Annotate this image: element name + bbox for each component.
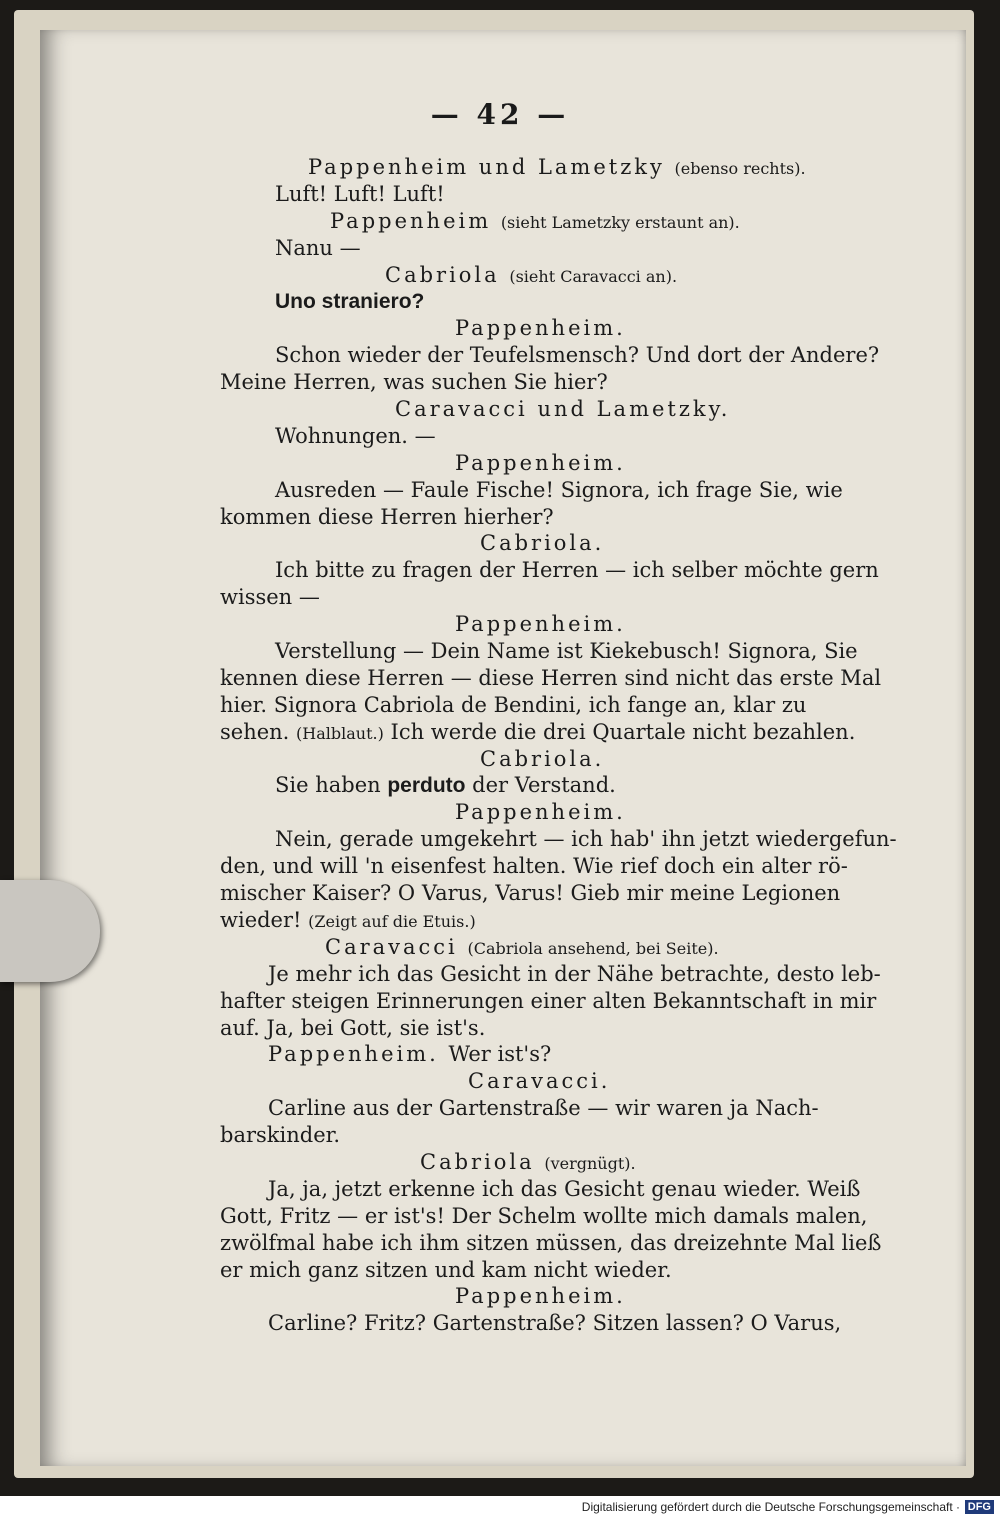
text-line <box>220 342 880 369</box>
speaker-line <box>220 746 860 773</box>
speaker-name: Pappenheim. <box>455 1284 626 1309</box>
text-line <box>220 1230 882 1257</box>
line-text: kommen diese Herren hierher? <box>220 504 554 529</box>
speaker-line <box>220 1068 860 1095</box>
page-number: — 42 — <box>430 98 570 131</box>
stage-direction: (sieht Lametzky erstaunt an). <box>500 212 740 232</box>
line-text: Luft! Luft! Luft! <box>275 181 445 206</box>
speaker-name: Caravacci und Lametzky. <box>395 397 731 422</box>
stage-direction: (Halblaut.) <box>296 723 384 743</box>
stage-direction: (vergnügt). <box>544 1153 636 1173</box>
text-line <box>220 557 879 584</box>
speaker-name: Cabriola <box>420 1149 545 1174</box>
speaker-line <box>220 154 860 181</box>
text-line <box>220 369 860 396</box>
line-text: Sie haben <box>275 773 388 798</box>
line-text: sehen. <box>220 719 297 744</box>
line-text: Verstellung — Dein Name ist Kiekebusch! Signora, Sie <box>275 639 858 664</box>
text-line <box>220 961 881 988</box>
text-line <box>220 1041 860 1068</box>
text-line <box>220 988 877 1015</box>
line-text: Carline? Fritz? Gartenstraße? Sitzen lassen? O Varus, <box>268 1311 842 1336</box>
line-text: wissen — <box>220 585 320 610</box>
line-text: mischer Kaiser? O Varus, Varus! Gieb mir meine Legionen <box>220 881 841 906</box>
speaker-name: Pappenheim. <box>455 612 626 637</box>
line-text: Wer ist's? <box>448 1042 552 1067</box>
speaker-line <box>220 396 860 423</box>
speaker-name: Caravacci <box>325 934 468 959</box>
line-text: den, und will 'n eisenfest halten. Wie rief doch ein alter rö- <box>220 854 848 879</box>
line-text: Ja, ja, jetzt erkenne ich das Gesicht genau wieder. Weiß <box>268 1176 861 1201</box>
line-text: Wohnungen. — <box>275 423 436 448</box>
speaker-line <box>220 315 860 342</box>
text-line <box>220 584 860 611</box>
text-line <box>220 1015 860 1042</box>
speaker-name: Caravacci. <box>468 1069 611 1094</box>
line-text: Ausreden — Faule Fische! Signora, ich frage Sie, wie <box>275 477 843 502</box>
text-line <box>220 1203 868 1230</box>
dfg-logo-icon: DFG <box>965 1500 994 1514</box>
text-line <box>220 288 860 315</box>
text-line <box>220 477 860 504</box>
viewer-page-tab[interactable] <box>0 880 100 982</box>
speaker-name: Cabriola <box>385 262 510 287</box>
speaker-name: Pappenheim. <box>455 800 626 825</box>
speaker-line <box>220 934 860 961</box>
text-line <box>220 772 860 799</box>
line-text: Carline aus der Gartenstraße — wir waren ja Nach- <box>268 1096 819 1121</box>
line-text: Ich bitte zu fragen der Herren — ich selber möchte gern <box>275 558 879 583</box>
text-line <box>220 719 860 746</box>
text-line <box>220 907 860 934</box>
line-text: Ich werde die drei Quartale nicht bezahlen. <box>383 719 856 744</box>
text-line <box>220 1095 860 1122</box>
speaker-name: Pappenheim und Lametzky <box>308 155 675 179</box>
text-line <box>220 638 860 665</box>
line-text: barskinder. <box>220 1123 341 1148</box>
line-text: Je mehr ich das Gesicht in der Nähe betrachte, desto leb- <box>268 961 881 986</box>
speaker-name: Cabriola. <box>480 746 605 771</box>
line-text: hier. Signora Cabriola de Bendini, ich fange an, klar zu <box>220 692 807 717</box>
speaker-name: Cabriola. <box>480 531 605 556</box>
line-text: Schon wieder der Teufelsmensch? Und dort der Andere? <box>275 343 880 368</box>
line-text: kennen diese Herren — diese Herren sind nicht das erste Mal <box>220 665 882 690</box>
line-text: Meine Herren, was suchen Sie hier? <box>220 370 608 395</box>
text-line <box>220 692 860 719</box>
line-text: er mich ganz sitzen und kam nicht wieder. <box>220 1257 672 1282</box>
text-line <box>220 235 860 262</box>
stage-direction: (sieht Caravacci an). <box>509 266 678 286</box>
stage-direction: (Zeigt auf die Etuis.) <box>308 911 476 931</box>
speaker-line <box>220 1283 860 1310</box>
line-text: auf. Ja, bei Gott, sie ist's. <box>220 1015 486 1040</box>
text-line <box>220 423 860 450</box>
speaker-name: Pappenheim <box>330 208 501 233</box>
line-text: hafter steigen Erinnerungen einer alten Bekanntschaft in mir <box>220 988 877 1013</box>
page-text <box>220 154 897 1337</box>
speaker-line <box>220 208 860 235</box>
text-line <box>220 1310 860 1337</box>
text-line <box>220 665 882 692</box>
text-line <box>220 1122 860 1149</box>
line-text: zwölfmal habe ich ihm sitzen müssen, das dreizehnte Mal ließ <box>220 1230 882 1255</box>
line-text: Nanu — <box>275 235 361 260</box>
speaker-line <box>220 530 860 557</box>
funding-credit: Digitalisierung gefördert durch die Deutsche Forschungsgemeinschaft · <box>581 1500 960 1514</box>
speaker-line <box>220 450 860 477</box>
text-line <box>220 880 860 907</box>
line-text: Nein, gerade umgekehrt — ich hab' ihn jetzt wiedergefun- <box>275 827 897 852</box>
stage-direction: (Cabriola ansehend, bei Seite). <box>467 938 719 958</box>
text-line <box>220 1176 860 1203</box>
line-text: Gott, Fritz — er ist's! Der Schelm wollte mich damals malen, <box>220 1203 868 1228</box>
speaker-line <box>220 1149 860 1176</box>
text-line <box>220 853 860 880</box>
speaker-name: Pappenheim. <box>455 316 626 341</box>
speaker-name: Pappenheim. <box>268 1042 449 1067</box>
text-line <box>220 826 897 853</box>
text-line <box>220 1257 860 1284</box>
text-line <box>220 504 860 531</box>
stage-direction: (ebenso rechts). <box>674 159 806 178</box>
speaker-line <box>220 262 860 289</box>
text-line <box>220 181 860 208</box>
line-text: perduto <box>387 774 466 798</box>
line-text: der Verstand. <box>465 773 616 798</box>
speaker-name: Pappenheim. <box>455 450 626 475</box>
speaker-line <box>220 799 860 826</box>
line-text: wieder! <box>220 907 309 932</box>
speaker-line <box>220 611 860 638</box>
line-text: Uno straniero? <box>275 290 425 314</box>
